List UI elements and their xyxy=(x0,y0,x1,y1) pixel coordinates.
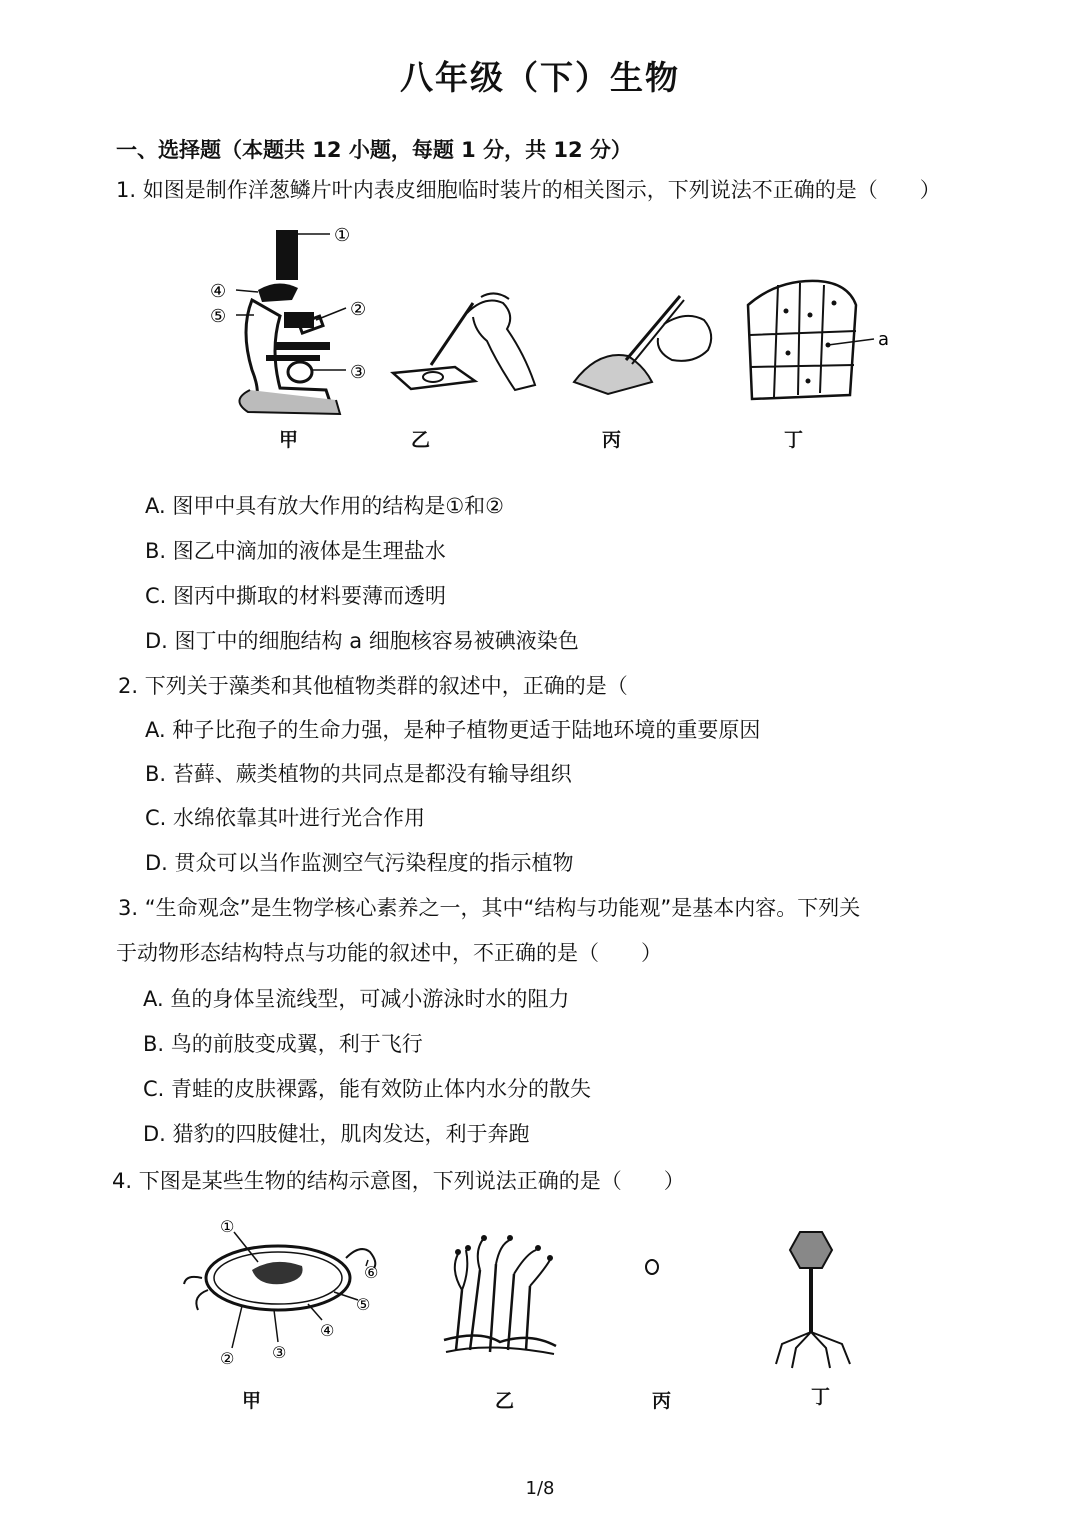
q2-stem: 2. 下列关于藻类和其他植物类群的叙述中，正确的是（ xyxy=(118,674,628,698)
label-q4-c4: ④ xyxy=(320,1321,335,1340)
bacterium-drawing xyxy=(178,1218,388,1368)
section-heading: 一、选择题（本题共 12 小题，每题 1 分，共 12 分） xyxy=(116,138,632,162)
q4-figure-yeast xyxy=(640,1255,664,1279)
yeast-drawing xyxy=(640,1255,664,1279)
cells-drawing xyxy=(738,275,898,405)
microscope-drawing xyxy=(200,220,380,420)
q4-caption-jia: 甲 xyxy=(242,1390,262,1412)
q4-caption-yi: 乙 xyxy=(495,1390,515,1412)
q4-stem: 4. 下图是某些生物的结构示意图，下列说法正确的是（ ） xyxy=(112,1169,685,1193)
q1-caption-ding: 丁 xyxy=(784,429,804,451)
q3-option-c[interactable]: C. 青蛙的皮肤裸露，能有效防止体内水分的散失 xyxy=(143,1077,592,1101)
q3-option-b[interactable]: B. 鸟的前肢变成翼，利于飞行 xyxy=(143,1032,423,1056)
q2-option-c[interactable]: C. 水绵依靠其叶进行光合作用 xyxy=(145,806,426,830)
q4-figure-bacterium xyxy=(178,1218,388,1368)
tweezers-drawing xyxy=(568,290,718,400)
label-q4-c3: ③ xyxy=(272,1343,287,1362)
mold-drawing xyxy=(440,1230,560,1358)
q3-option-a[interactable]: A. 鱼的身体呈流线型，可减小游泳时水的阻力 xyxy=(143,987,570,1011)
q4-figure-phage xyxy=(770,1222,860,1372)
page-title: 八年级（下）生物 xyxy=(400,58,680,97)
q3-stem-line1: 3. “生命观念”是生物学核心素养之一，其中“结构与功能观”是基本内容。下列关 xyxy=(118,896,861,920)
q1-option-a[interactable]: A. 图甲中具有放大作用的结构是①和② xyxy=(145,494,504,518)
label-c5: ⑤ xyxy=(210,306,227,327)
q1-caption-bing: 丙 xyxy=(602,429,622,451)
label-q4-c5: ⑤ xyxy=(356,1295,371,1314)
label-c2: ② xyxy=(350,299,367,320)
label-a: a xyxy=(878,329,890,350)
dropper-drawing xyxy=(385,285,545,400)
q1-option-c[interactable]: C. 图丙中撕取的材料要薄而透明 xyxy=(145,584,447,608)
q2-option-d[interactable]: D. 贯众可以当作监测空气污染程度的指示植物 xyxy=(145,851,574,875)
q2-option-b[interactable]: B. 苔藓、蕨类植物的共同点是都没有输导组织 xyxy=(145,762,572,786)
q4-caption-bing: 丙 xyxy=(652,1390,672,1412)
q1-option-d[interactable]: D. 图丁中的细胞结构 a 细胞核容易被碘液染色 xyxy=(145,629,579,653)
label-q4-c2: ② xyxy=(220,1349,235,1368)
q2-option-a[interactable]: A. 种子比孢子的生命力强，是种子植物更适于陆地环境的重要原因 xyxy=(145,718,761,742)
q1-caption-yi: 乙 xyxy=(411,429,431,451)
q1-stem: 1. 如图是制作洋葱鳞片叶内表皮细胞临时装片的相关图示，下列说法不正确的是（ ） xyxy=(116,178,941,202)
q3-stem-line2: 于动物形态结构特点与功能的叙述中，不正确的是（ ） xyxy=(116,941,662,965)
q4-figure-mold xyxy=(440,1230,560,1358)
q1-figure-cells xyxy=(738,275,898,405)
phage-drawing xyxy=(770,1222,860,1372)
q1-caption-jia: 甲 xyxy=(279,429,299,451)
q3-option-d[interactable]: D. 猎豹的四肢健壮，肌肉发达，利于奔跑 xyxy=(143,1122,530,1146)
label-c4: ④ xyxy=(210,281,227,302)
page-number: 1/8 xyxy=(525,1478,555,1499)
label-q4-c1: ① xyxy=(220,1217,235,1236)
label-q4-c6: ⑥ xyxy=(364,1263,379,1282)
q4-caption-ding: 丁 xyxy=(811,1386,831,1408)
q1-figure-microscope xyxy=(200,220,380,420)
q1-figure-dropper xyxy=(385,285,545,400)
label-c1: ① xyxy=(334,225,351,246)
q1-option-b[interactable]: B. 图乙中滴加的液体是生理盐水 xyxy=(145,539,446,563)
q1-figure-tweezers xyxy=(568,290,718,400)
label-c3: ③ xyxy=(350,362,367,383)
